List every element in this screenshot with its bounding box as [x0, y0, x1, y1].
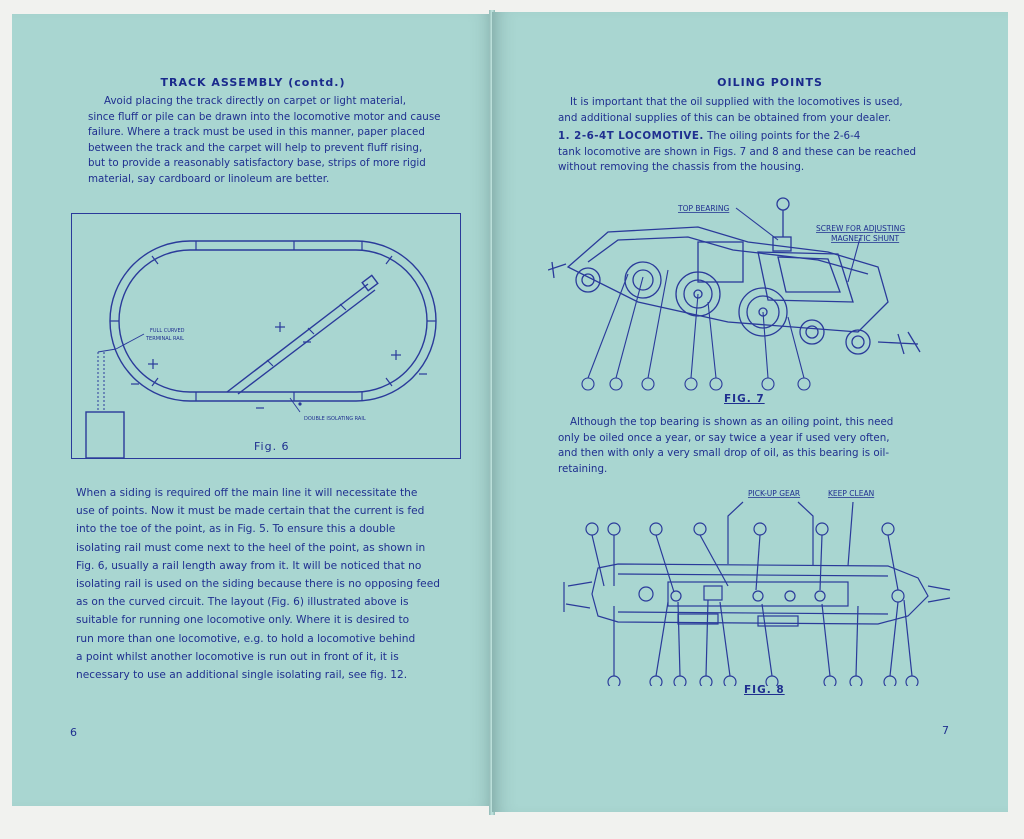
text-line: but to provide a reasonably satisfactory base, strips of more rigid: [88, 157, 426, 170]
text-line: use of points. Now it must be made certain that the current is fed: [76, 505, 425, 518]
right-middle-paragraph: [558, 415, 934, 477]
left-intro-paragraph: [88, 94, 458, 188]
label-double-isolating-rail: DOUBLE ISOLATING RAIL: [304, 416, 366, 422]
label-screw-line2: MAGNETIC SHUNT: [831, 234, 900, 243]
left-page: [12, 14, 494, 806]
label-pickup-gear: PICK-UP GEAR: [748, 489, 801, 498]
text-line: suitable for running one locomotive only. Where it is desired to: [76, 614, 410, 627]
section-title: 1. 2-6-4T LOCOMOTIVE.: [558, 130, 704, 142]
track-layout-drawing: [72, 214, 460, 458]
text-line-first: The oiling points for the 2-6-4: [707, 130, 861, 142]
right-page-number: 7: [942, 724, 949, 737]
text-line: and then with only a very small drop of oil, as this bearing is oil-: [558, 447, 890, 460]
text-line: isolating rail is used on the siding because there is no opposing feed: [76, 578, 440, 591]
label-keep-clean: KEEP CLEAN: [828, 489, 875, 498]
text-line: Although the top bearing is shown as an oiling point, this need: [570, 416, 894, 428]
left-heading: TRACK ASSEMBLY (contd.): [160, 76, 346, 89]
left-page-number: 6: [70, 726, 77, 739]
text-line: failure. Where a track must be used in this manner, paper placed: [88, 126, 425, 139]
text-line: necessary to use an additional single isolating rail, see fig. 12.: [76, 669, 408, 682]
fig7-locomotive-drawing: [548, 182, 938, 412]
fig6-track-diagram: [71, 213, 461, 459]
right-heading: OILING POINTS: [717, 76, 823, 89]
text-line: only be oiled once a year, or say twice a year if used very often,: [558, 431, 890, 444]
label-top-bearing: TOP BEARING: [678, 204, 730, 213]
text-line: material, say cardboard or linoleum are better.: [88, 172, 330, 185]
text-line: It is important that the oil supplied with the locomotives is used,: [570, 96, 903, 108]
right-page: [492, 12, 1008, 812]
label-terminal-rail-line1: FULL CURVED: [150, 328, 185, 334]
text-line: Avoid placing the track directly on carpet or light material,: [104, 95, 407, 107]
text-line: When a siding is required off the main line it will necessitate the: [76, 487, 418, 499]
fig8-caption: FIG. 8: [744, 684, 785, 696]
text-line: [558, 129, 922, 145]
text-line: run more than one locomotive, e.g. to hold a locomotive behind: [76, 632, 416, 645]
text-line: since fluff or pile can be drawn into the locomotive motor and cause: [88, 110, 441, 123]
text-line: tank locomotive are shown in Figs. 7 and 8 and these can be reached: [558, 145, 917, 158]
text-line: as on the curved circuit. The layout (Fig. 6) illustrated above is: [76, 596, 409, 609]
fig8-chassis-underside-drawing: [558, 486, 958, 686]
left-body-paragraph: [76, 484, 460, 684]
fig7-caption: FIG. 7: [724, 393, 765, 405]
text-line: without removing the chassis from the housing.: [558, 161, 805, 174]
fig6-caption: Fig. 6: [254, 440, 290, 453]
text-line: a point whilst another locomotive is run out in front of it, it is: [76, 650, 399, 663]
text-line: into the toe of the point, as in Fig. 5. To ensure this a double: [76, 523, 396, 536]
text-line: isolating rail must come next to the heel of the point, as shown in: [76, 541, 426, 554]
text-line: and additional supplies of this can be obtained from your dealer.: [558, 111, 892, 124]
right-intro-paragraph: [558, 95, 922, 126]
text-line: between the track and the carpet will help to prevent fluff rising,: [88, 141, 423, 154]
text-line: retaining.: [558, 462, 608, 475]
label-terminal-rail-line2: TERMINAL RAIL: [146, 336, 184, 342]
label-screw-line1: SCREW FOR ADJUSTING: [816, 224, 906, 233]
text-line: Fig. 6, usually a rail length away from it. It will be noticed that no: [76, 559, 422, 572]
right-section-paragraph: [558, 129, 922, 176]
